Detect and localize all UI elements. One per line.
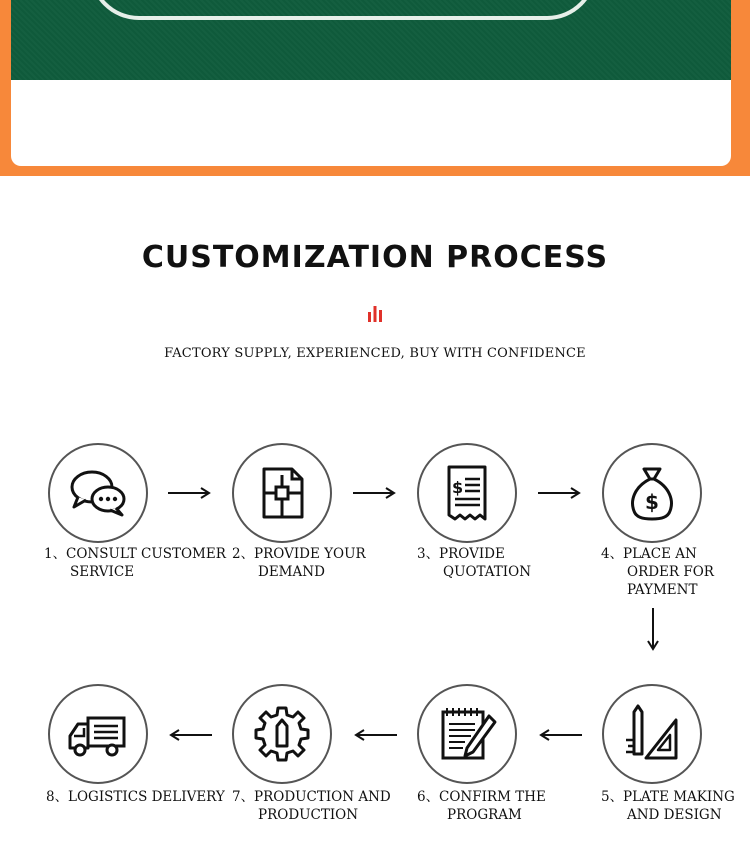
arrow-right-1 xyxy=(168,486,212,500)
step-6-label: 6、CONFIRM THE PROGRAM xyxy=(417,789,546,823)
step-3-label: 3、PROVIDE QUOTATION xyxy=(417,546,532,580)
gear-pencil-icon xyxy=(250,702,314,766)
step-2-circle xyxy=(232,443,332,543)
red-bars-icon xyxy=(365,304,385,324)
svg-text:$: $ xyxy=(645,490,659,514)
page-subtitle: FACTORY SUPPLY, EXPERIENCED, BUY WITH CONFIDENCE xyxy=(164,346,586,361)
design-tools-icon xyxy=(620,702,684,766)
top-banner xyxy=(0,0,750,176)
document-request-icon xyxy=(250,461,314,525)
arrow-left-3 xyxy=(538,728,582,742)
step-7-label: 7、PRODUCTION AND PRODUCTION xyxy=(232,789,391,823)
step-6-circle xyxy=(417,684,517,784)
arrow-left-2 xyxy=(353,728,397,742)
step-4-circle xyxy=(602,443,702,543)
page-title: CUSTOMIZATION PROCESS xyxy=(141,240,609,275)
arrow-right-3 xyxy=(538,486,582,500)
mat-logo-stroke xyxy=(89,0,597,20)
step-7-circle xyxy=(232,684,332,784)
arrow-down xyxy=(646,608,660,652)
notepad-pen-icon xyxy=(435,702,499,766)
money-bag-icon xyxy=(620,461,684,525)
white-panel xyxy=(11,80,731,166)
svg-text:$: $ xyxy=(452,478,464,497)
step-1-circle xyxy=(48,443,148,543)
delivery-truck-icon xyxy=(66,702,130,766)
step-3-circle xyxy=(417,443,517,543)
step-5-circle xyxy=(602,684,702,784)
green-mat-image xyxy=(11,0,731,80)
chat-bubbles-icon xyxy=(66,461,130,525)
step-8-circle xyxy=(48,684,148,784)
step-4-label: 4、PLACE AN ORDER FOR PAYMENT xyxy=(601,546,714,598)
step-5-label: 5、PLATE MAKING AND DESIGN xyxy=(601,789,735,823)
arrow-left-1 xyxy=(168,728,212,742)
step-1-label: 1、CONSULT CUSTOMER SERVICE xyxy=(44,546,226,580)
receipt-icon xyxy=(435,461,499,525)
step-2-label: 2、PROVIDE YOUR DEMAND xyxy=(232,546,366,580)
step-8-label: 8、LOGISTICS DELIVERY xyxy=(46,789,225,805)
arrow-right-2 xyxy=(353,486,397,500)
